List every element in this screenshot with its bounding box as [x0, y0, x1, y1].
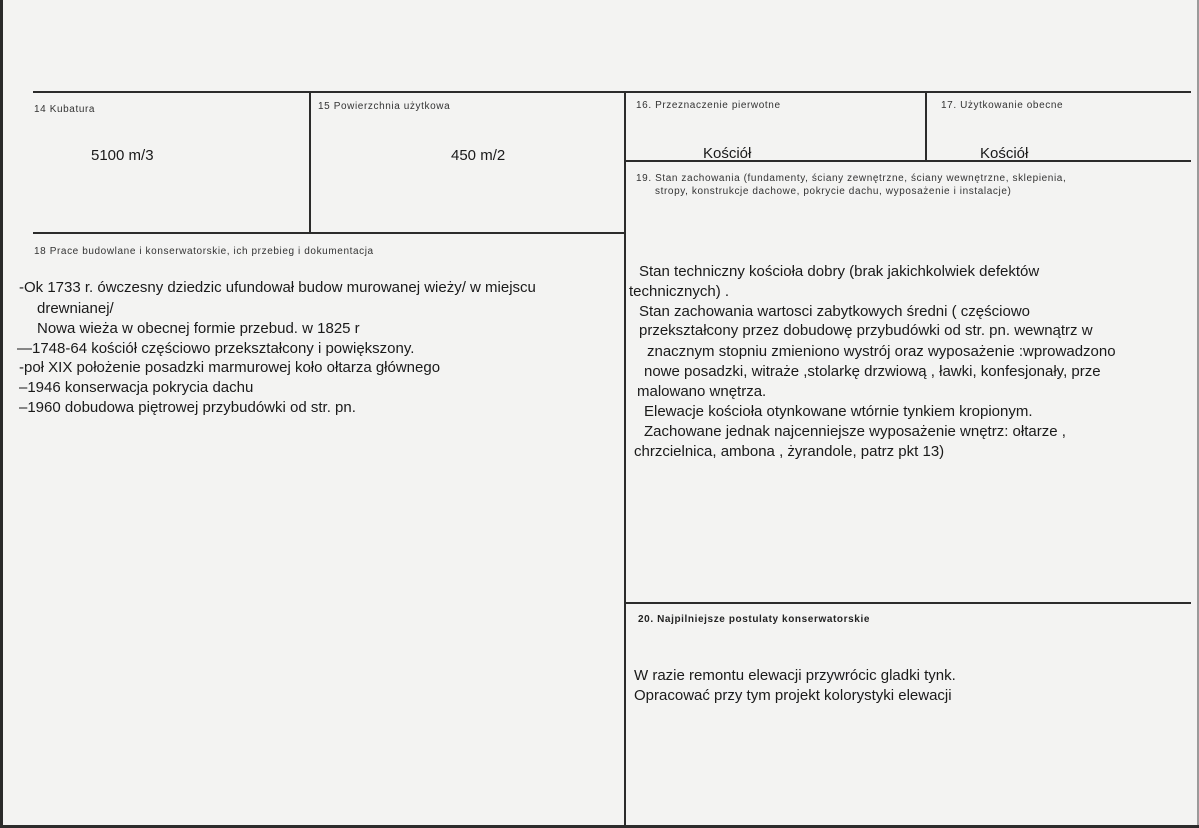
field-19-line: Stan zachowania wartosci zabytkowych średni ( częściowo [639, 303, 1031, 320]
field-19-line: przekształcony przez dobudowę przybudówki od str. pn. wewnątrz w [639, 322, 1093, 339]
field-18-line: Nowa wieża w obecnej formie przebud. w 1825 r [37, 320, 360, 337]
field-17-label: 17. Użytkowanie obecne [941, 100, 1064, 111]
field-19-line: technicznych) . [629, 283, 730, 300]
field-18-line: -poł XIX położenie posadzki marmurowej koło ołtarza głównego [19, 359, 441, 376]
field-19-label-cont: stropy, konstrukcje dachowe, pokrycie dachu, wyposażenie i instalacje) [655, 186, 1012, 197]
divider-14-15 [309, 91, 311, 234]
divider-main-center [624, 91, 626, 827]
field-18-line: drewnianej/ [37, 300, 114, 317]
field-17-value: Kościół [980, 145, 1029, 162]
field-19-line: Zachowane jednak najcenniejsze wyposażenie wnętrz: ołtarze , [644, 423, 1066, 440]
field-20-line: W razie remontu elewacji przywrócic gladki tynk. [634, 667, 956, 684]
field-20-line: Opracować przy tym projekt kolorystyki elewacji [634, 687, 952, 704]
field-18-line: –1960 dobudowa piętrowej przybudówki od str. pn. [19, 399, 356, 416]
field-19-label: 19. Stan zachowania (fundamenty, ściany zewnętrzne, ściany wewnętrzne, sklepienia, [636, 173, 1067, 184]
field-18-line: —1748-64 kościół częściowo przekształcony i powiększony. [17, 340, 415, 357]
field-19-line: malowano wnętrza. [637, 383, 767, 400]
field-19-line: chrzcielnica, ambona , żyrandole, patrz pkt 13) [634, 443, 945, 460]
field-18-label: 18 Prace budowlane i konserwatorskie, ich przebieg i dokumentacja [34, 246, 374, 257]
field-15-value: 450 m/2 [451, 147, 506, 164]
field-16-label: 16. Przeznaczenie pierwotne [636, 100, 781, 111]
field-18-line: -Ok 1733 r. ówczesny dziedzic ufundował budow murowanej wieży/ w miejscu [19, 279, 536, 296]
page-edge [0, 0, 3, 828]
field-14-value: 5100 m/3 [91, 147, 154, 164]
field-19-line: nowe posadzki, witraże ,stolarkę drzwiową , ławki, konfesjonały, prze [644, 363, 1101, 380]
field-19-line: znacznym stopniu zmieniono wystrój oraz wyposażenie :wprowadzono [647, 343, 1116, 360]
form-top-border [33, 91, 1191, 93]
divider-row1-left [33, 232, 625, 234]
field-19-line: Stan techniczny kościoła dobry (brak jakichkolwiek defektów [639, 263, 1040, 280]
field-18-line: –1946 konserwacja pokrycia dachu [19, 379, 254, 396]
field-15-label: 15 Powierzchnia użytkowa [318, 101, 451, 112]
divider-19-20 [626, 602, 1191, 604]
field-14-label: 14 Kubatura [34, 104, 96, 115]
field-19-line: Elewacje kościoła otynkowane wtórnie tynkiem kropionym. [644, 403, 1033, 420]
field-16-value: Kościół [703, 145, 752, 162]
divider-16-17 [925, 91, 927, 161]
field-20-label: 20. Najpilniejsze postulaty konserwatorskie [638, 614, 870, 625]
